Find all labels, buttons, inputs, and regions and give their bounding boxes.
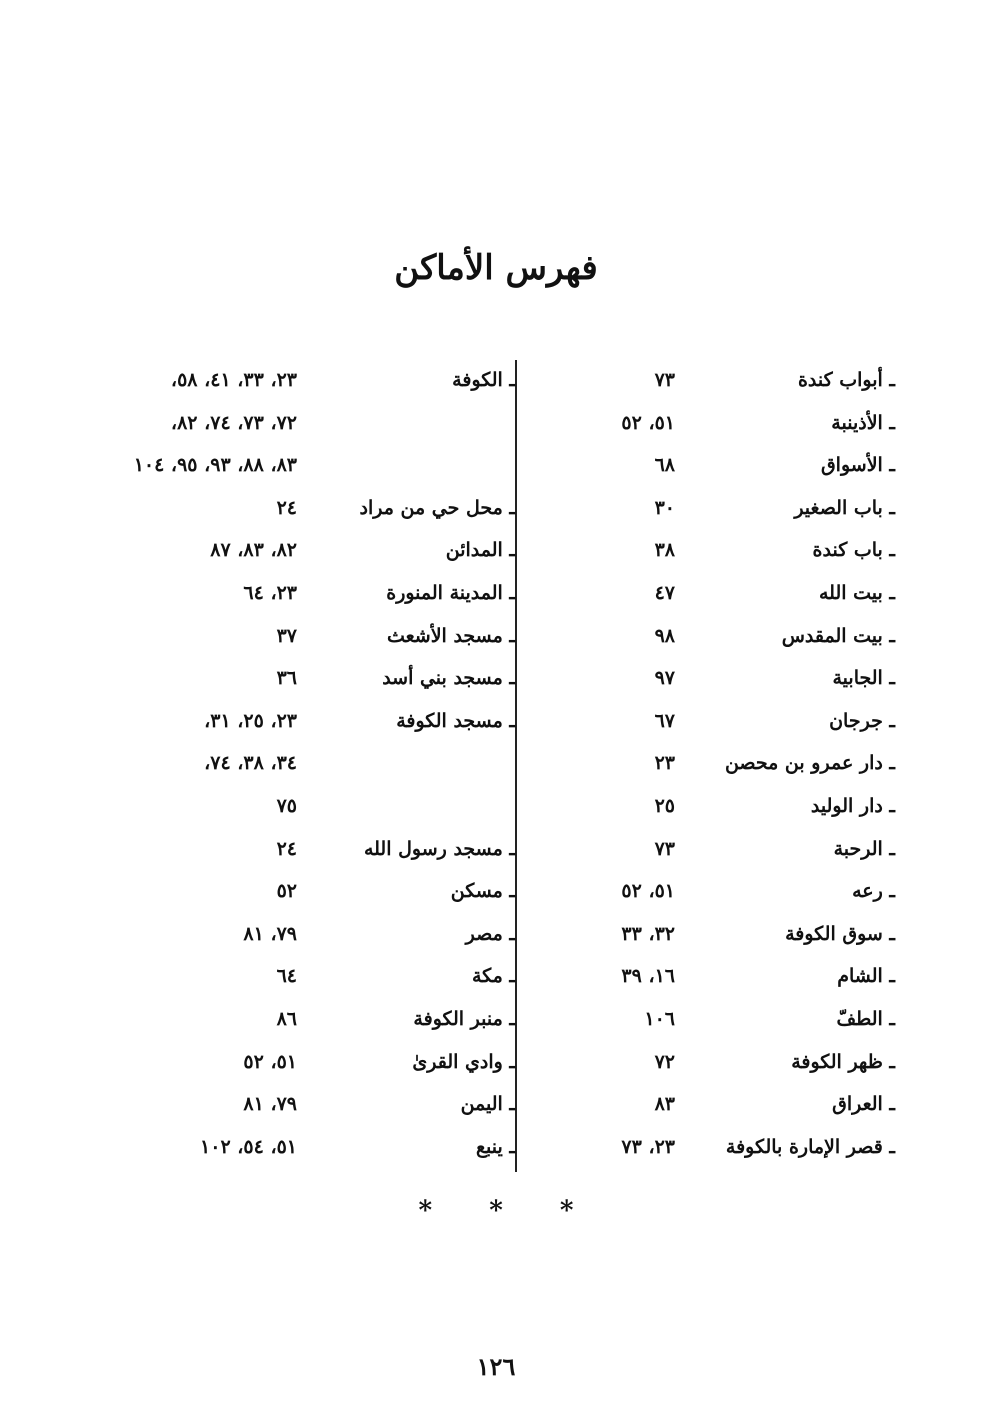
index-column-right	[580, 359, 895, 1168]
place-name: ـ الكوفة	[452, 369, 515, 391]
place-name: ـ مصر	[465, 922, 515, 945]
page-references: ١٦، ٣٩	[621, 965, 675, 988]
page-references: ٢٣، ٦٤	[243, 581, 297, 604]
index-entry	[580, 402, 895, 445]
place-name: ـ مسجد الكوفة	[396, 709, 515, 732]
column-divider	[515, 360, 517, 1172]
place-name: ـ دار الوليد	[810, 794, 895, 817]
index-entry	[580, 1126, 895, 1169]
place-name: ـ الرحبة	[833, 837, 895, 860]
page-references: ٢٥	[654, 794, 675, 817]
place-name: ـ العراق	[832, 1093, 895, 1116]
page-references: ٣٦	[276, 667, 297, 690]
place-name: ـ وادي القرىٰ	[412, 1050, 515, 1073]
page-title: فهرس الأماكن	[394, 248, 598, 288]
page-references: ٧٩، ٨١	[243, 922, 297, 945]
page-references: ٧٩، ٨١	[243, 1093, 297, 1116]
index-entry	[580, 742, 895, 785]
index-entry	[580, 529, 895, 572]
index-entry	[580, 828, 895, 871]
index-entry	[140, 998, 515, 1041]
index-entry	[580, 785, 895, 828]
place-name: ـ الأسواق	[820, 454, 895, 477]
index-entry	[140, 1041, 515, 1084]
page-references: ٥١، ٥٢	[243, 1050, 297, 1073]
page-references: ٢٣، ٧٣	[621, 1135, 675, 1158]
index-entry	[140, 359, 515, 402]
page-references: ٣٧	[276, 624, 297, 647]
place-name: ـ بيت الله	[818, 581, 895, 604]
index-entry	[580, 615, 895, 658]
index-entry	[580, 487, 895, 530]
index-entry	[140, 955, 515, 998]
index-entry	[140, 487, 515, 530]
place-name: ـ ينبع	[475, 1135, 515, 1158]
index-column-left	[133, 359, 515, 1168]
place-name: ـ مسجد رسول الله	[363, 837, 515, 860]
place-name: ـ باب الصغير	[794, 496, 895, 519]
page-references: ٢٤	[276, 496, 297, 519]
place-name: ـ اليمن	[460, 1093, 515, 1116]
page-references: ٢٣، ٢٥، ٣١،	[204, 709, 297, 732]
place-name: ـ مسجد الأشعث	[386, 624, 515, 647]
index-entry	[140, 1083, 515, 1126]
page-references: ٥١، ٥٢	[621, 411, 675, 434]
page-references: ٥١، ٥٢	[621, 880, 675, 903]
place-name: ـ مكة	[471, 965, 515, 988]
index-entry	[580, 955, 895, 998]
place-name: ـ باب كندة	[812, 539, 895, 562]
index-entry	[140, 828, 515, 871]
page-references: ٨٢، ٨٣، ٨٧	[210, 539, 297, 562]
place-name: ـ رعه	[852, 880, 895, 903]
place-name: ـ منبر الكوفة	[413, 1007, 515, 1030]
place-name: ـ مسكن	[450, 880, 515, 903]
index-entry	[140, 529, 515, 572]
page-references: ٦٤	[276, 965, 297, 988]
section-separator: * * *	[418, 1196, 598, 1226]
index-entry	[140, 700, 515, 743]
page-references: ٦٧	[654, 709, 675, 732]
place-name: ـ أبواب كندة	[797, 369, 895, 391]
page-references: ٦٨	[654, 454, 675, 477]
place-name: ـ ظهر الكوفة	[791, 1050, 895, 1073]
place-name: ـ محل حي من مراد	[359, 496, 515, 519]
index-entry	[580, 572, 895, 615]
place-name: ـ الجابية	[832, 667, 895, 690]
page-references: ٨٣	[654, 1093, 675, 1116]
index-entry	[580, 1083, 895, 1126]
page-references: ١٠٦	[644, 1007, 675, 1030]
page-number: ١٢٦	[476, 1352, 516, 1381]
place-name: ـ سوق الكوفة	[785, 922, 895, 945]
index-entry	[580, 870, 895, 913]
page-references: ٧٣	[654, 369, 675, 391]
place-name: ـ الأذينبة	[831, 411, 895, 434]
index-entry	[140, 785, 515, 828]
place-name: ـ قصر الإمارة بالكوفة	[725, 1135, 895, 1158]
place-name: ـ المدائن	[445, 539, 515, 562]
index-entry	[140, 913, 515, 956]
index-entry	[580, 444, 895, 487]
page-references: ٢٣	[654, 752, 675, 775]
page-references: ٣٠	[654, 496, 675, 519]
page-references: ٣٢، ٣٣	[621, 922, 675, 945]
index-entry	[580, 1041, 895, 1084]
page-references: ٨٣، ٨٨، ٩٣، ٩٥، ١٠٤	[133, 454, 297, 477]
page-references: ٥١، ٥٤، ١٠٢	[200, 1135, 297, 1158]
index-entry	[580, 657, 895, 700]
page-references: ٣٨	[654, 539, 675, 562]
page-references: ٧٢، ٧٣، ٧٤، ٨٢،	[170, 411, 297, 434]
index-entry	[140, 657, 515, 700]
index-entry	[140, 572, 515, 615]
index-entry	[140, 615, 515, 658]
place-name: ـ جرجان	[829, 709, 895, 732]
index-entry	[140, 402, 515, 445]
index-entry	[140, 1126, 515, 1169]
page-references: ٢٤	[276, 837, 297, 860]
page-references: ٩٧	[654, 667, 675, 690]
place-name: ـ مسجد بني أسد	[382, 667, 515, 690]
index-entry	[580, 359, 895, 402]
page-references: ٣٤، ٣٨، ٧٤،	[204, 752, 297, 775]
place-name: ـ المدينة المنورة	[386, 581, 515, 604]
page-references: ٧٣	[654, 837, 675, 860]
place-name: ـ بيت المقدس	[781, 624, 895, 647]
page-references: ٨٦	[276, 1007, 297, 1030]
index-entry	[140, 870, 515, 913]
page-references: ٥٢	[276, 880, 297, 903]
index-entry	[580, 913, 895, 956]
index-entry	[140, 742, 515, 785]
page-references: ٧٢	[654, 1050, 675, 1073]
page-references: ٢٣، ٣٣، ٤١، ٥٨،	[170, 369, 297, 391]
place-name: ـ الطفّ	[836, 1007, 895, 1030]
index-entry	[580, 700, 895, 743]
page-references: ٤٧	[654, 581, 675, 604]
index-entry	[133, 444, 515, 487]
index-entry	[580, 998, 895, 1041]
place-name: ـ الشام	[837, 965, 895, 988]
page-references: ٩٨	[654, 624, 675, 647]
place-name: ـ دار عمرو بن محصن	[724, 752, 895, 775]
page-references: ٧٥	[276, 794, 297, 817]
